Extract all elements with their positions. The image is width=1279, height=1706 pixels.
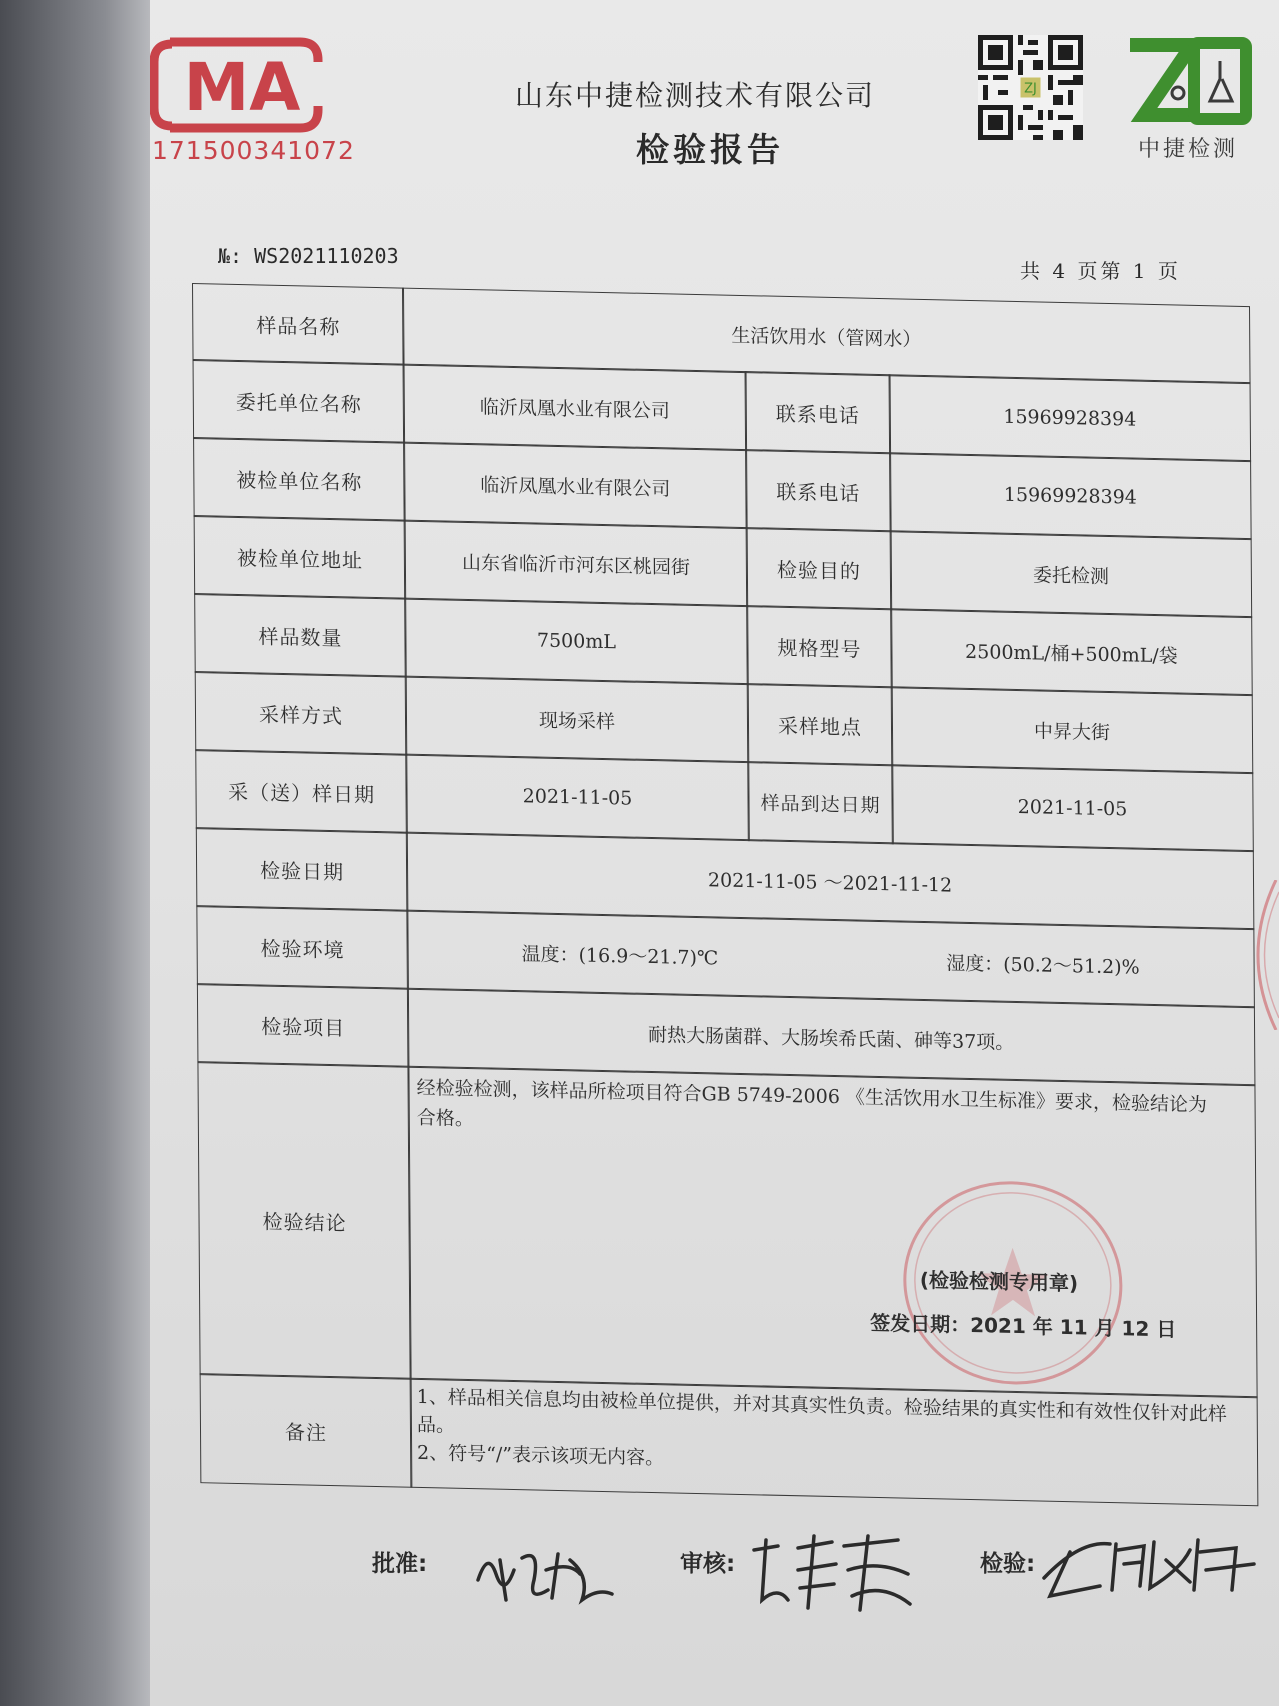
value-client-phone: 15969928394	[889, 374, 1252, 462]
approver-signature-icon	[470, 1540, 620, 1610]
value-spec: 2500mL/桶+500mL/袋	[890, 608, 1253, 696]
remark-line-1: 1、样品相关信息均由被检单位提供，并对其真实性负责。检验结果的真实性和有效性仅针对此样品。	[416, 1385, 1227, 1437]
company-logo-icon	[1122, 35, 1252, 130]
label-arrival-date: 样品到达日期	[747, 761, 894, 844]
value-inspected-unit: 临沂凤凰水业有限公司	[403, 442, 748, 530]
seal-label: (检验检测专用章)	[919, 1267, 1079, 1296]
value-sampling-method: 现场采样	[405, 676, 750, 764]
edge-seal-icon	[1236, 880, 1279, 1030]
label-spec: 规格型号	[746, 605, 893, 688]
value-items: 耐热大肠菌群、大肠埃希氏菌、砷等37项。	[407, 988, 1256, 1087]
cma-letters: MA	[183, 49, 301, 126]
label-sampling-method: 采样方式	[195, 671, 408, 756]
report-title: 检验报告	[636, 130, 784, 169]
page-count: 共 4 页第 1 页	[1020, 259, 1181, 283]
label-address: 被检单位地址	[194, 515, 407, 600]
svg-text:ZJ: ZJ	[1024, 81, 1037, 97]
value-test-date: 2021-11-05 ～2021-11-12	[406, 832, 1255, 931]
value-remarks	[410, 1378, 1259, 1507]
remark-line-2: 2、符号“/”表示该项无内容。	[417, 1441, 665, 1470]
label-remarks: 备注	[200, 1373, 413, 1488]
review-label: 审核:	[680, 1551, 736, 1577]
label-conclusion: 检验结论	[197, 1061, 411, 1380]
value-humidity: 湿度：(50.2～51.2)%	[946, 951, 1140, 979]
value-quantity: 7500mL	[404, 598, 749, 686]
value-inspected-phone: 15969928394	[889, 452, 1252, 540]
value-sampling-date: 2021-11-05	[405, 754, 750, 842]
cma-seal-icon	[150, 32, 325, 137]
value-sample-name: 生活饮用水（管网水）	[402, 288, 1251, 385]
logo-caption: 中捷检测	[1137, 137, 1238, 162]
label-inspected-phone: 联系电话	[745, 449, 892, 532]
label-purpose: 检验目的	[746, 527, 893, 610]
label-client-phone: 联系电话	[745, 371, 892, 454]
inspector-signature-icon	[1040, 1530, 1260, 1600]
cma-number: 171500341072	[152, 136, 355, 165]
inspect-label: 检验:	[980, 1551, 1036, 1577]
value-arrival-date: 2021-11-05	[891, 764, 1254, 852]
report-table	[192, 283, 1259, 1532]
label-sample-name: 样品名称	[192, 283, 405, 366]
label-client: 委托单位名称	[193, 359, 406, 444]
value-temperature: 温度：(16.9～21.7)℃	[521, 942, 719, 969]
label-sampling-date: 采（送）样日期	[195, 749, 408, 834]
reviewer-signature-icon	[748, 1530, 918, 1615]
label-sampling-place: 采样地点	[747, 683, 894, 766]
company-name: 山东中捷检测技术有限公司	[514, 79, 875, 112]
label-test-date: 检验日期	[196, 827, 409, 912]
report-number: №: WS2021110203	[218, 244, 399, 268]
conclusion-text: 经检验检测，该样品所检项目符合GB 5749-2006 《生活饮用水卫生标准》要求，检验结论为合格。	[416, 1076, 1208, 1131]
value-conclusion	[407, 1066, 1257, 1399]
value-sampling-place: 中昇大街	[891, 686, 1254, 774]
value-client: 临沂凤凰水业有限公司	[403, 364, 748, 452]
label-inspected-unit: 被检单位名称	[193, 437, 406, 522]
qr-code-icon	[978, 35, 1083, 140]
value-purpose: 委托检测	[890, 530, 1253, 618]
label-quantity: 样品数量	[194, 593, 407, 678]
value-address: 山东省临沂市河东区桃园街	[404, 520, 749, 608]
label-environment: 检验环境	[196, 905, 409, 990]
binder-edge	[0, 0, 150, 1706]
label-items: 检验项目	[197, 983, 410, 1068]
approve-label: 批准:	[372, 1551, 428, 1577]
issue-date: 签发日期：2021 年 11 月 12 日	[870, 1310, 1177, 1342]
